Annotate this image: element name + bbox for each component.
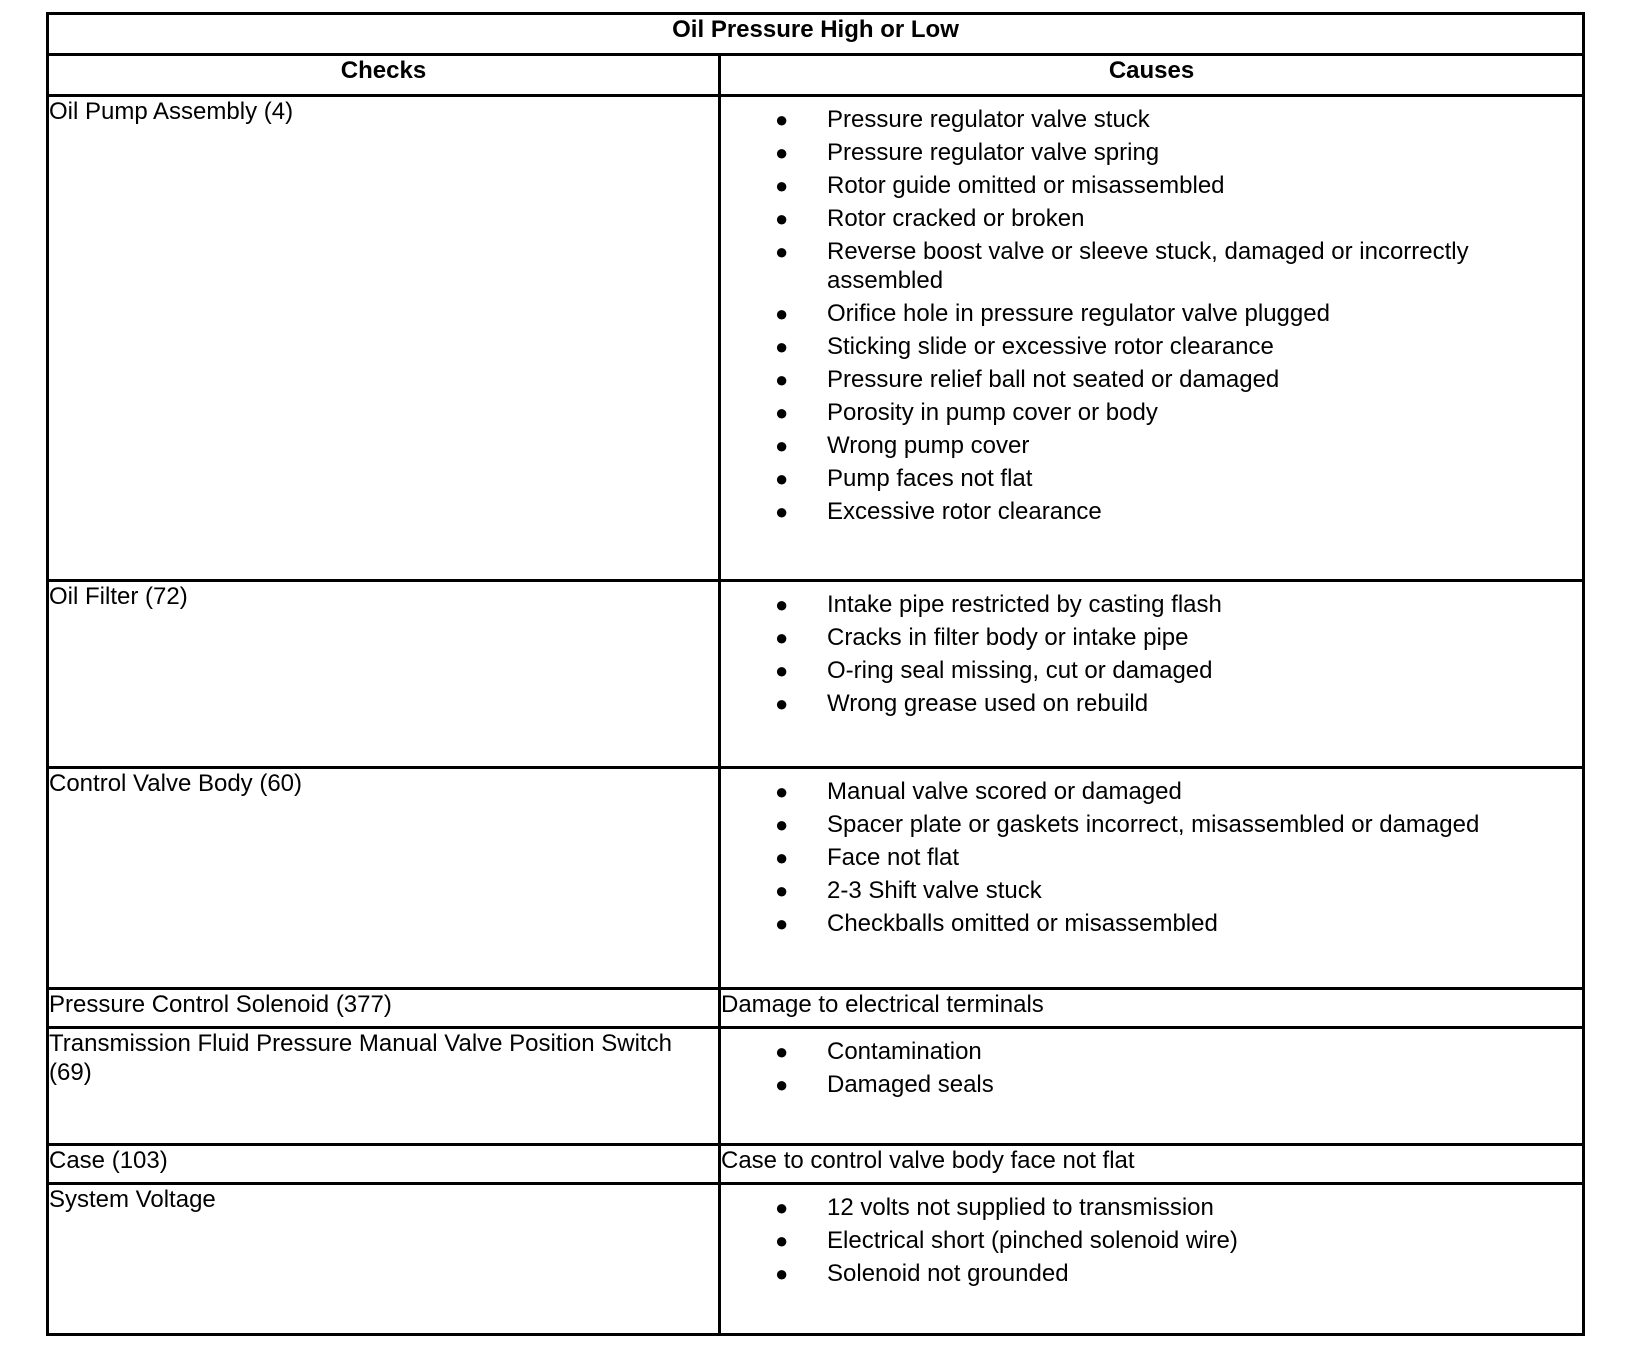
cause-item (721, 909, 1542, 938)
cause-item (721, 105, 1542, 134)
bullet-icon: ● (775, 625, 789, 650)
table-row (48, 96, 1584, 581)
bullet-icon: ● (775, 911, 789, 936)
cause-text: Solenoid not grounded (827, 1260, 1069, 1287)
cause-text: Rotor cracked or broken (827, 205, 1085, 232)
check-cell: System Voltage (48, 1184, 720, 1335)
bullet-icon: ● (775, 1261, 789, 1286)
cause-text: Rotor guide omitted or misassembled (827, 172, 1225, 199)
bullet-icon: ● (775, 691, 789, 716)
bullet-icon: ● (775, 779, 789, 804)
cause-text: Wrong pump cover (827, 432, 1030, 459)
cause-text: 12 volts not supplied to transmission (827, 1194, 1214, 1221)
checks-header: Checks (48, 55, 720, 96)
table-row (48, 1028, 1584, 1145)
table-row (48, 768, 1584, 989)
bullet-icon: ● (775, 107, 789, 132)
cause-item (721, 204, 1542, 233)
causes-cell (720, 1028, 1584, 1145)
cause-text: Wrong grease used on rebuild (827, 690, 1149, 717)
cause-item (721, 1070, 1542, 1099)
cause-item (721, 656, 1542, 685)
cause-text: Sticking slide or excessive rotor clearance (827, 333, 1274, 360)
cause-text: Manual valve scored or damaged (827, 778, 1182, 805)
bullet-icon: ● (775, 367, 789, 392)
table-title: Oil Pressure High or Low (48, 14, 1584, 55)
table-row (48, 1184, 1584, 1335)
bullet-icon: ● (775, 140, 789, 165)
bullet-icon: ● (775, 173, 789, 198)
cause-item (721, 1226, 1542, 1255)
cause-text: Excessive rotor clearance (827, 498, 1102, 525)
cause-text: Pressure regulator valve spring (827, 139, 1160, 166)
bullet-icon: ● (775, 466, 789, 491)
causes-list (721, 769, 1582, 938)
table-row (48, 1145, 1584, 1184)
check-cell: Control Valve Body (60) (48, 768, 720, 989)
bullet-icon: ● (775, 206, 789, 231)
bullet-icon: ● (775, 812, 789, 837)
causes-list (721, 1029, 1582, 1099)
causes-cell (720, 768, 1584, 989)
cause-text: 2-3 Shift valve stuck (827, 877, 1042, 904)
causes-list (721, 1185, 1582, 1288)
cause-item (721, 299, 1542, 328)
check-cell: Oil Filter (72) (48, 581, 720, 768)
causes-list (721, 97, 1582, 526)
cause-item (721, 1037, 1542, 1066)
causes-list (721, 582, 1582, 718)
cause-item (721, 689, 1542, 718)
check-cell: Transmission Fluid Pressure Manual Valve Position Switch (69) (48, 1028, 720, 1145)
bullet-icon: ● (775, 1195, 789, 1220)
cause-text: Orifice hole in pressure regulator valve plugged (827, 300, 1330, 327)
causes-cell (720, 1184, 1584, 1335)
cause-text: Pressure relief ball not seated or damaged (827, 366, 1280, 393)
causes-cell (720, 96, 1584, 581)
cause-item (721, 332, 1542, 361)
cause-text: Damaged seals (827, 1071, 994, 1098)
cause-cell: Damage to electrical terminals (720, 989, 1584, 1028)
cause-text: Reverse boost valve or sleeve stuck, damaged or incorrectly assembled (827, 238, 1469, 294)
cause-item (721, 1259, 1542, 1288)
cause-text: O-ring seal missing, cut or damaged (827, 657, 1213, 684)
cause-item (721, 497, 1542, 526)
bullet-icon: ● (775, 400, 789, 425)
bullet-icon: ● (775, 592, 789, 617)
cause-cell: Case to control valve body face not flat (720, 1145, 1584, 1184)
causes-header: Causes (720, 55, 1584, 96)
cause-text: Cracks in filter body or intake pipe (827, 624, 1189, 651)
cause-text: Pump faces not flat (827, 465, 1033, 492)
cause-item (721, 464, 1542, 493)
table-row (48, 581, 1584, 768)
bullet-icon: ● (775, 845, 789, 870)
check-cell: Pressure Control Solenoid (377) (48, 989, 720, 1028)
bullet-icon: ● (775, 499, 789, 524)
cause-item (721, 843, 1542, 872)
cause-item (721, 431, 1542, 460)
cause-item (721, 365, 1542, 394)
cause-item (721, 623, 1542, 652)
cause-text: Spacer plate or gaskets incorrect, misassembled or damaged (827, 811, 1480, 838)
cause-text: Pressure regulator valve stuck (827, 106, 1150, 133)
bullet-icon: ● (775, 878, 789, 903)
cause-item (721, 237, 1542, 295)
cause-text: Porosity in pump cover or body (827, 399, 1158, 426)
cause-text: Face not flat (827, 844, 960, 871)
cause-text: Contamination (827, 1038, 982, 1065)
diagnostic-table (46, 12, 1585, 1336)
causes-cell (720, 581, 1584, 768)
cause-item (721, 810, 1542, 839)
check-cell: Case (103) (48, 1145, 720, 1184)
bullet-icon: ● (775, 334, 789, 359)
bullet-icon: ● (775, 301, 789, 326)
cause-item (721, 590, 1542, 619)
cause-text: Checkballs omitted or misassembled (827, 910, 1218, 937)
cause-text: Electrical short (pinched solenoid wire) (827, 1227, 1238, 1254)
cause-item (721, 171, 1542, 200)
check-cell: Oil Pump Assembly (4) (48, 96, 720, 581)
bullet-icon: ● (775, 1228, 789, 1253)
cause-item (721, 777, 1542, 806)
bullet-icon: ● (775, 433, 789, 458)
header-row (48, 55, 1584, 96)
cause-item (721, 138, 1542, 167)
table-row (48, 989, 1584, 1028)
cause-item (721, 398, 1542, 427)
bullet-icon: ● (775, 1072, 789, 1097)
cause-text: Intake pipe restricted by casting flash (827, 591, 1222, 618)
cause-item (721, 1193, 1542, 1222)
title-row (48, 14, 1584, 55)
bullet-icon: ● (775, 239, 789, 264)
cause-item (721, 876, 1542, 905)
bullet-icon: ● (775, 1039, 789, 1064)
bullet-icon: ● (775, 658, 789, 683)
